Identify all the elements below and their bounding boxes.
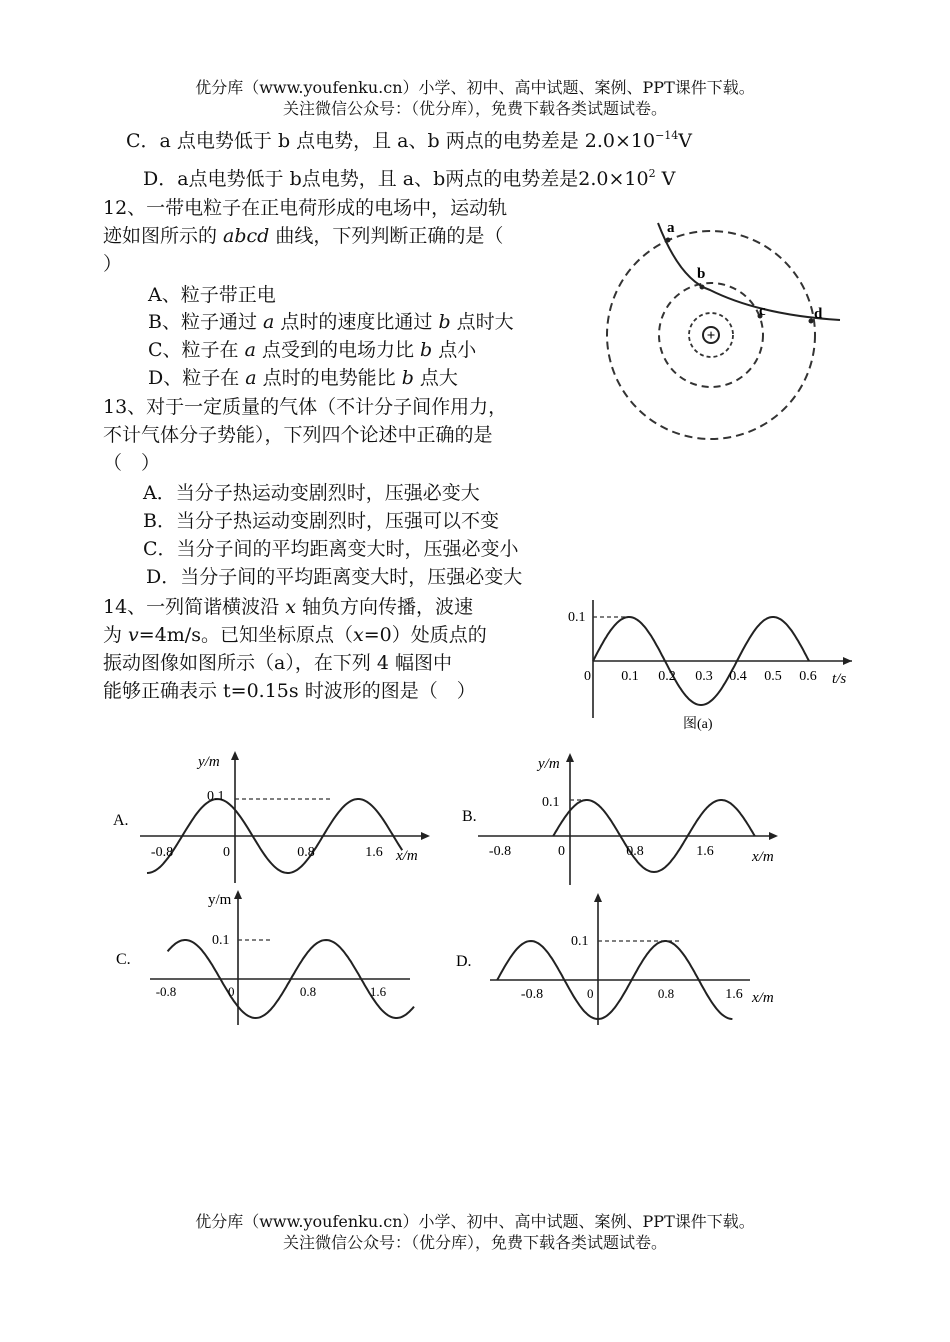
q14-l2-post: =0）处质点的 <box>363 624 487 646</box>
wave-a-x-label: x/m <box>396 848 418 864</box>
wave-option-c <box>110 885 440 1030</box>
q11-option-d-unit: V <box>655 168 676 190</box>
q12-stem-line-3: ） <box>103 253 123 275</box>
wave-a-option-label: A. <box>113 812 129 829</box>
q13-stem-line-1: 13、对于一定质量的气体（不计分子间作用力， <box>103 396 508 418</box>
q14-stem-line-2 <box>103 620 487 647</box>
q11-option-c <box>126 126 692 153</box>
wave-c-amp-label: 0.1 <box>212 933 230 948</box>
wave-b-y-arrow <box>566 753 574 762</box>
wave-option-b <box>458 750 788 890</box>
wave-d-x-label: x/m <box>752 990 774 1006</box>
q12-b-mid: 点时的速度比通过 <box>274 311 439 333</box>
q12-d-v1: a <box>245 367 257 389</box>
wave-b-tick-2: 0.8 <box>626 844 644 859</box>
wave-d-option-label: D. <box>456 953 472 970</box>
wave-a-y-arrow <box>231 751 239 760</box>
q12-stem-line-2 <box>103 221 503 248</box>
wave-d-tick-2: 0.8 <box>657 986 675 1001</box>
q12-d-post: 点大 <box>413 367 458 389</box>
fig-a-arrow <box>843 657 852 665</box>
wave-b-x-arrow <box>769 832 778 840</box>
wave-a-tick-1: -0.8 <box>150 845 174 860</box>
q12-c-post: 点小 <box>432 339 477 361</box>
q12-option-b <box>148 307 514 334</box>
q12-b-pre: B、粒子通过 <box>148 311 264 333</box>
fig-a-tick-5: 0.5 <box>764 669 782 684</box>
wave-d-tick-3: 1.6 <box>725 987 743 1002</box>
wave-d-amp-label: 0.1 <box>571 934 589 949</box>
q11-option-c-text: C．a 点电势低于 b 点电势，且 a、b 两点的电势差是 2.0×10 <box>126 130 656 152</box>
point-a-dot <box>666 238 671 243</box>
wave-b-option-label: B. <box>462 808 477 825</box>
q11-option-d <box>143 164 675 191</box>
q12-option-c <box>148 335 476 362</box>
wave-d-origin: 0 <box>587 986 594 1001</box>
fig-a-axis-label: t/s <box>832 671 847 687</box>
q11-option-c-unit: V <box>678 130 693 152</box>
wave-a-tick-3: 1.6 <box>365 845 383 860</box>
wave-d-tick-1: -0.8 <box>520 987 544 1002</box>
header-line-2: 关注微信公众号：（优分库），免费下载各类试题试卷。 <box>282 99 667 118</box>
q11-option-c-exp: −14 <box>655 129 679 142</box>
fig-a-amp-label: 0.1 <box>568 610 586 625</box>
q13-option-a: A．当分子热运动变剧烈时，压强必变大 <box>143 482 480 504</box>
q14-l2-var: v <box>128 624 139 646</box>
header-line-1: 优分库（www.youfenku.cn）小学、初中、高中试题、案例、PPT课件下载。 <box>195 78 755 97</box>
q14-stem-line-1 <box>103 592 473 619</box>
wave-c-y-label: y/m <box>208 892 232 908</box>
q12-stem-line-2-post: 曲线，下列判断正确的是（ <box>269 225 504 247</box>
fig-a-origin: 0 <box>584 669 591 684</box>
wave-c-y-arrow <box>234 890 242 899</box>
label-b: b <box>697 266 706 282</box>
wave-b-tick-1: -0.8 <box>488 844 512 859</box>
q14-l1-var: x <box>285 596 296 618</box>
q14-l2-pre: 为 <box>103 624 129 646</box>
q12-b-post: 点时大 <box>450 311 514 333</box>
fig-a-tick-1: 0.1 <box>621 669 639 684</box>
q12-stem-line-1: 12、一带电粒子在正电荷形成的电场中，运动轨 <box>103 197 508 219</box>
q12-b-v1: a <box>263 311 275 333</box>
footer-line-1: 优分库（www.youfenku.cn）小学、初中、高中试题、案例、PPT课件下载。 <box>195 1212 755 1231</box>
q12-option-d <box>148 363 458 390</box>
q13-stem-line-3: （ ） <box>103 452 161 474</box>
wave-b-origin: 0 <box>558 844 565 859</box>
wave-option-d <box>450 890 790 1030</box>
wave-c-tick-2: 0.8 <box>299 984 317 999</box>
q12-d-mid: 点时的电势能比 <box>256 367 402 389</box>
wave-d-y-arrow <box>594 893 602 902</box>
q11-option-d-exp: 2 <box>648 167 656 180</box>
q14-stem-line-4: 能够正确表示 t=0.15s 时波形的图是（ ） <box>103 680 476 702</box>
q14-l2-var2: x <box>352 624 364 646</box>
fig-a-tick-3: 0.3 <box>695 669 713 684</box>
point-d-dot <box>809 319 814 324</box>
wave-b-amp-label: 0.1 <box>542 795 560 810</box>
q14-l2-mid: =4m/s。已知坐标原点（ <box>138 624 353 646</box>
wave-c-option-label: C. <box>116 951 131 968</box>
fig-a-caption: 图(a) <box>683 717 713 732</box>
q12-stem-line-2-pre: 迹如图所示的 <box>103 225 224 247</box>
label-d: d <box>814 306 823 322</box>
fig-a-tick-4: 0.4 <box>729 669 747 684</box>
q12-c-v1: a <box>244 339 256 361</box>
footer-line-2: 关注微信公众号：（优分库），免费下载各类试题试卷。 <box>282 1233 667 1252</box>
q14-l1-post: 轴负方向传播，波速 <box>295 596 473 618</box>
point-b-dot <box>700 285 705 290</box>
trajectory-curve <box>658 223 840 320</box>
q12-b-v2: b <box>438 311 451 333</box>
q14-stem-line-3: 振动图像如图所示（a），在下列 4 幅图中 <box>103 652 452 674</box>
wave-a-origin: 0 <box>223 845 230 860</box>
q14-l1-pre: 14、一列简谐横波沿 <box>103 596 286 618</box>
q12-c-pre: C、粒子在 <box>148 339 245 361</box>
q12-c-v2: b <box>420 339 433 361</box>
fig-a-tick-6: 0.6 <box>799 669 817 684</box>
fig-a-tick-2: 0.2 <box>658 669 676 684</box>
wave-b-y-label: y/m <box>538 756 560 772</box>
q13-option-d: D．当分子间的平均距离变大时，压强必变大 <box>146 566 523 588</box>
wave-a-tick-2: 0.8 <box>297 845 315 860</box>
figure-a-vibration-graph <box>560 598 860 733</box>
q12-d-pre: D、粒子在 <box>148 367 246 389</box>
wave-b-x-label: x/m <box>752 849 774 865</box>
q12-d-v2: b <box>401 367 414 389</box>
q12-stem-var: abcd <box>223 225 270 247</box>
wave-a-amp-label: 0.1 <box>207 789 225 804</box>
q13-option-c: C．当分子间的平均距离变大时，压强必变小 <box>143 538 519 560</box>
wave-a-y-label: y/m <box>198 754 220 770</box>
q13-stem-line-2: 不计气体分子势能），下列四个论述中正确的是 <box>103 424 493 446</box>
q12-c-mid: 点受到的电场力比 <box>255 339 420 361</box>
label-c: c <box>759 303 766 319</box>
q12-option-a: A、粒子带正电 <box>148 284 276 306</box>
q11-option-d-text: D．a点电势低于 b点电势，且 a、b两点的电势差是2.0×10 <box>143 168 649 190</box>
wave-c-origin: 0 <box>228 984 235 999</box>
charge-sign: + <box>706 328 716 344</box>
q12-field-figure <box>600 205 850 445</box>
q13-option-b: B．当分子热运动变剧烈时，压强可以不变 <box>143 510 499 532</box>
wave-b-tick-3: 1.6 <box>696 844 714 859</box>
wave-a-x-arrow <box>421 832 430 840</box>
label-a: a <box>667 220 675 236</box>
wave-c-tick-1: -0.8 <box>155 984 177 999</box>
wave-option-a <box>110 748 440 888</box>
wave-c-tick-3: 1.6 <box>369 984 387 999</box>
